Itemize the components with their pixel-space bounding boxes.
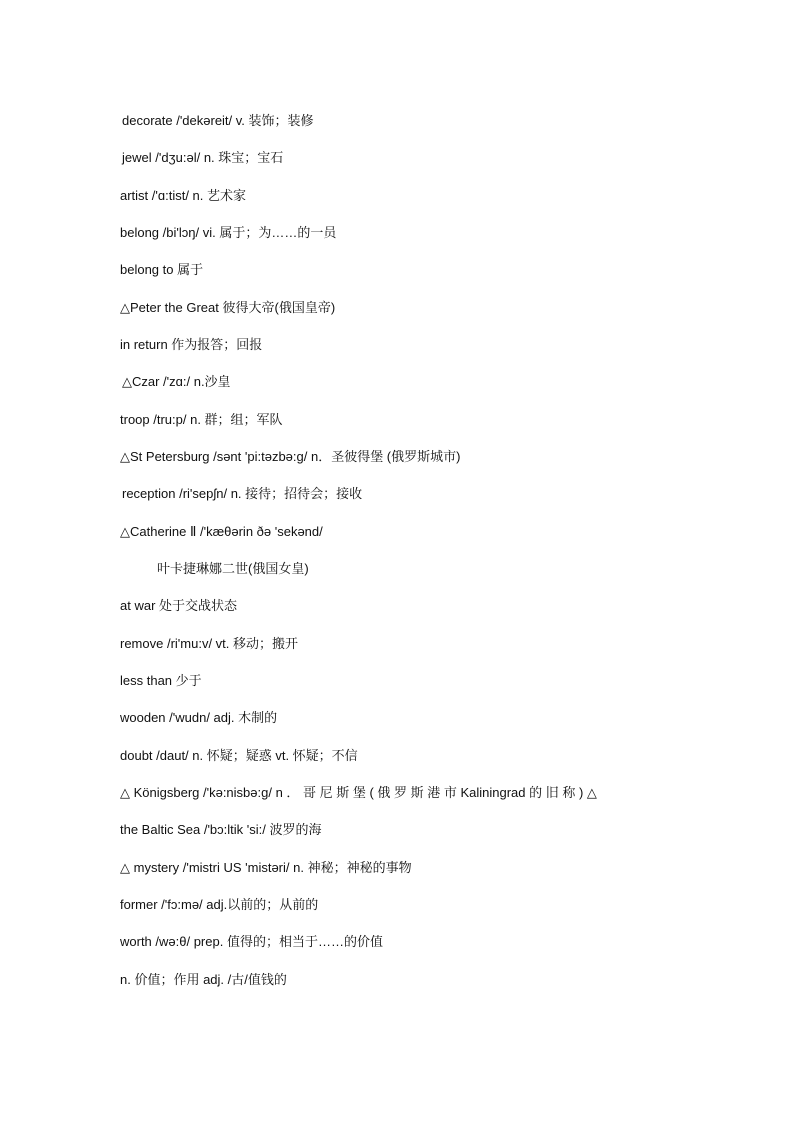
vocab-line: △Catherine Ⅱ /'kæθərin ðə 'sekənd/	[120, 524, 323, 539]
vocab-line: belong /bi'lɔŋ/ vi. 属于；为……的一员	[120, 225, 337, 240]
vocab-line: △Peter the Great 彼得大帝(俄国皇帝)	[120, 300, 336, 315]
vocab-line: decorate /'dekəreit/ v. 装饰；装修	[122, 113, 314, 128]
vocab-line: the Baltic Sea /'bɔ:ltik 'si:/ 波罗的海	[120, 822, 322, 837]
vocab-line: less than 少于	[120, 673, 202, 688]
vocab-line: remove /ri'mu:v/ vt. 移动；搬开	[120, 636, 299, 651]
vocab-line: troop /tru:p/ n. 群；组；军队	[120, 412, 283, 427]
vocab-line: doubt /daut/ n. 怀疑；疑惑 vt. 怀疑；不信	[120, 748, 358, 763]
vocab-line: former /'fɔ:mə/ adj.以前的；从前的	[120, 897, 319, 912]
vocab-line: wooden /'wudn/ adj. 木制的	[120, 710, 278, 725]
vocab-line: △ Königsberg /'kə:nisbə:g/ n ． 哥 尼 斯 堡 ( 俄 罗 斯 港 市 Kaliningrad 的 旧 称 ) △	[120, 785, 597, 800]
vocab-line: △Czar /'zɑ:/ n.沙皇	[122, 374, 231, 389]
vocab-line: belong to 属于	[120, 262, 204, 277]
vocab-line: at war 处于交战状态	[120, 598, 238, 613]
vocab-line: jewel /'dʒu:əl/ n. 珠宝；宝石	[122, 150, 284, 165]
vocab-line-continuation: 叶卡捷琳娜二世(俄国女皇)	[157, 561, 309, 576]
vocab-line: △ mystery /'mistri US 'mistəri/ n. 神秘；神秘的事物	[120, 860, 412, 875]
vocab-line: in return 作为报答；回报	[120, 337, 263, 352]
vocab-line: worth /wə:θ/ prep. 值得的；相当于……的价值	[120, 934, 383, 949]
vocab-line: reception /ri'sepʃn/ n. 接待；招待会；接收	[122, 486, 363, 501]
vocab-line: n. 价值；作用 adj. /古/值钱的	[120, 972, 287, 987]
vocab-line: △St Petersburg /sənt 'pi:təzbə:g/ n．圣彼得堡 (俄罗斯城市)	[120, 449, 461, 464]
vocab-line: artist /'ɑ:tist/ n. 艺术家	[120, 188, 247, 203]
